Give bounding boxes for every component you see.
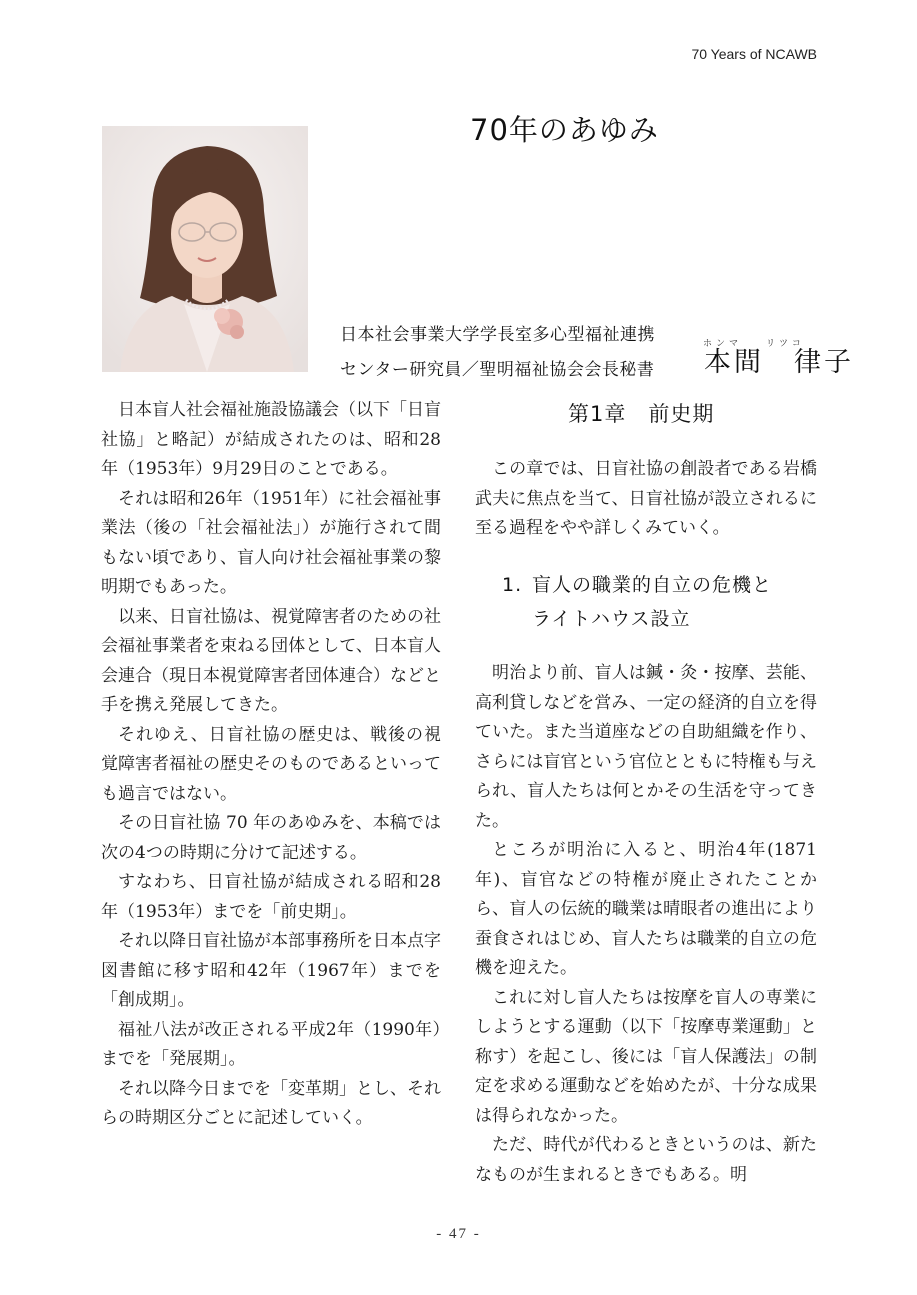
paragraph: それ以降今日までを「変革期」とし、それらの時期区分ごとに記述していく。 — [101, 1078, 441, 1128]
left-column — [101, 396, 441, 1134]
paragraph: これに対し盲人たちは按摩を盲人の専業にしようとする運動（以下「按摩専業運動」と称す）を起こし、後には「盲人保護法」の制定を求める運動などを始めたが、十分な成果は得られなかった。 — [475, 987, 817, 1126]
paragraph: それゆえ、日盲社協の歴史は、戦後の視覚障害者福祉の歴史そのものであるといっても過言ではない。 — [101, 724, 441, 804]
paragraph: ただ、時代が代わるときというのは、新たなものが生まれるときでもある。明 — [475, 1135, 817, 1185]
chapter-intro — [475, 455, 817, 544]
running-head: 70 Years of NCAWB — [691, 46, 817, 62]
article-title: 70年のあゆみ — [470, 113, 659, 147]
author-photo — [102, 126, 308, 372]
author-ruby-given: リツコ — [766, 339, 805, 349]
paragraph: 福祉八法が改正される平成2年（1990年）までを「発展期」。 — [101, 1019, 441, 1069]
paragraph: それ以降日盲社協が本部事務所を日本点字図書館に移す昭和42年（1967年）までを「創成期」。 — [101, 931, 441, 1010]
author-name: 本間 律子 — [704, 347, 854, 378]
paragraph: その日盲社協 70 年のあゆみを、本稿では次の4つの時期に分けて記述する。 — [101, 813, 441, 863]
section-heading — [502, 568, 772, 636]
paragraph: 明治より前、盲人は鍼・灸・按摩、芸能、高利貸しなどを営み、一定の経済的自立を得ていた。また当道座などの自助組織を作り、さらには盲官という官位とともに特権も与えられ、盲人たちは何とかその生活を守ってきた。 — [475, 663, 817, 831]
right-column — [475, 659, 817, 1190]
paragraph: 以来、日盲社協は、視覚障害者のための社会福祉事業者を束ねる団体として、日本盲人会連合（現日本視覚障害者団体連合）などと手を携え発展してきた。 — [101, 606, 441, 715]
author-ruby-family: ホンマ — [703, 339, 743, 349]
author-affiliation-line2: センター研究員／聖明福祉協会会長秘書 — [340, 360, 655, 380]
paragraph: すなわち、日盲社協が結成される昭和28年（1953年）までを「前史期」。 — [101, 872, 441, 922]
page-number: - 47 - — [436, 1226, 481, 1242]
author-affiliation-line1: 日本社会事業大学学長室多心型福祉連携 — [340, 325, 655, 345]
portrait-image — [102, 126, 308, 372]
paragraph: ところが明治に入ると、明治4年(1871年)、盲官などの特権が廃止されたことから、盲人の伝統的職業は晴眼者の進出により蚕食されはじめ、盲人たちは職業的自立の危機を迎えた。 — [475, 840, 817, 978]
section-title-line1: 盲人の職業的自立の危機と — [532, 574, 773, 596]
chapter-heading: 第1章 前史期 — [568, 402, 715, 426]
section-title-line2: ライトハウス設立 — [532, 608, 691, 630]
paragraph: 日本盲人社会福祉施設協議会（以下「日盲社協」と略記）が結成されたのは、昭和28年（1953年）9月29日のことである。 — [101, 400, 441, 479]
paragraph: それは昭和26年（1951年）に社会福祉事業法（後の「社会福祉法」）が施行されて間もない頃であり、盲人向け社会福祉事業の黎明期でもあった。 — [101, 488, 441, 597]
section-number: 1. — [502, 574, 523, 596]
paragraph: この章では、日盲社協の創設者である岩橋武夫に焦点を当て、日盲社協が設立されるに至る過程をやや詳しくみていく。 — [475, 459, 817, 538]
